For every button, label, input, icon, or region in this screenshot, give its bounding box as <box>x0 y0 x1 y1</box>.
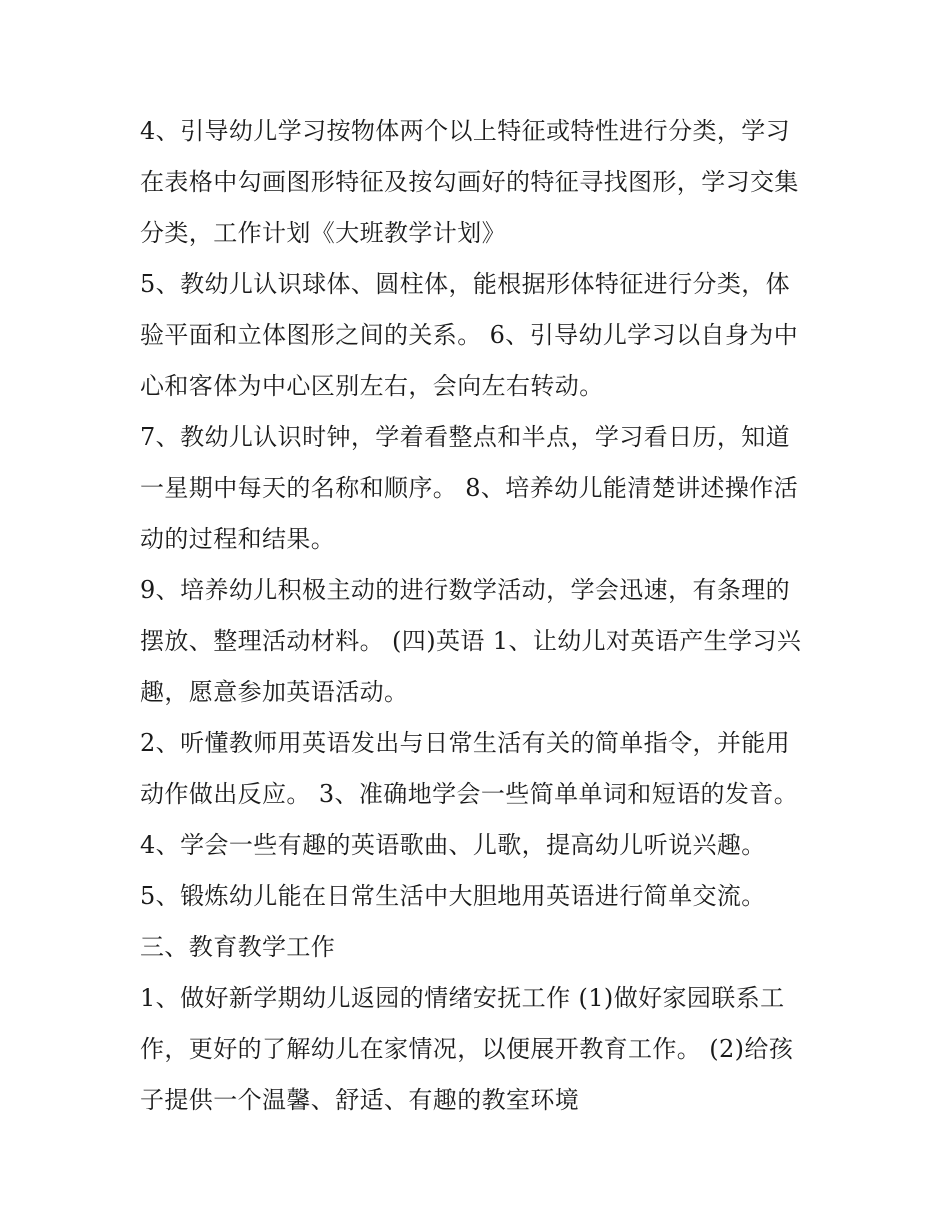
section-heading: 三、教育教学工作 <box>140 933 336 961</box>
text-line: 趣，愿意参加英语活动。 <box>140 678 409 706</box>
text-line: 2、听懂教师用英语发出与日常生活有关的简单指令，并能用 <box>140 729 791 757</box>
text-line: 5、锻炼幼儿能在日常生活中大胆地用英语进行简单交流。 <box>140 882 766 910</box>
text-line: 在表格中勾画图形特征及按勾画好的特征寻找图形，学习交集 <box>140 168 799 196</box>
text-line: 作，更好的了解幼儿在家情况，以便展开教育工作。 (2)给孩 <box>140 1035 794 1063</box>
text-line: 动作做出反应。 3、准确地学会一些简单单词和短语的发音。 <box>140 780 799 808</box>
text-line: 4、学会一些有趣的英语歌曲、儿歌，提高幼儿听说兴趣。 <box>140 831 766 859</box>
text-line: 4、引导幼儿学习按物体两个以上特征或特性进行分类，学习 <box>140 117 791 145</box>
document-body <box>140 106 820 1126</box>
text-line: 分类，工作计划《大班教学计划》 <box>140 219 506 247</box>
text-line: 心和客体为中心区别左右，会向左右转动。 <box>140 372 604 400</box>
text-line: 一星期中每天的名称和顺序。 8、培养幼儿能清楚讲述操作活 <box>140 474 799 502</box>
text-line: 5、教幼儿认识球体、圆柱体，能根据形体特征进行分类，体 <box>140 270 791 298</box>
text-line: 动的过程和结果。 <box>140 525 336 553</box>
text-line: 1、做好新学期幼儿返园的情绪安抚工作 (1)做好家园联系工 <box>140 984 785 1012</box>
text-line: 子提供一个温馨、舒适、有趣的教室环境 <box>140 1086 580 1114</box>
text-line: 7、教幼儿认识时钟，学着看整点和半点，学习看日历，知道 <box>140 423 791 451</box>
text-line: 验平面和立体图形之间的关系。 6、引导幼儿学习以自身为中 <box>140 321 799 349</box>
text-line: 9、培养幼儿积极主动的进行数学活动，学会迅速，有条理的 <box>140 576 791 604</box>
text-line: 摆放、整理活动材料。 (四)英语 1、让幼儿对英语产生学习兴 <box>140 627 802 655</box>
